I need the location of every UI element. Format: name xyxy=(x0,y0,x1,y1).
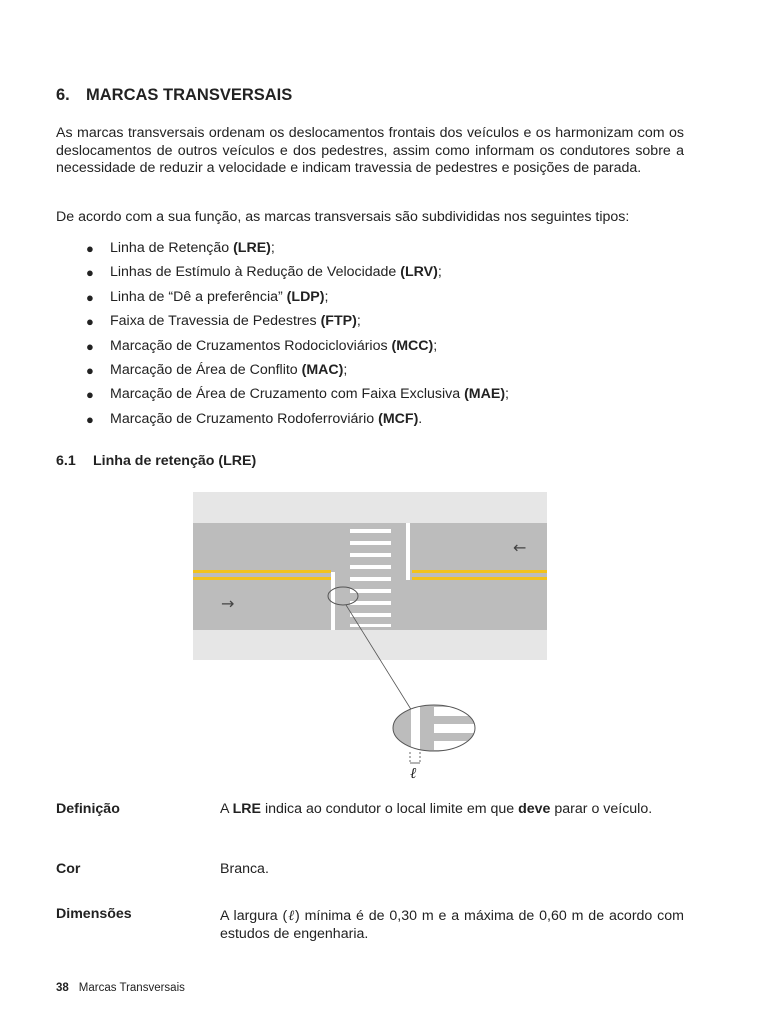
retention-line-left-lane xyxy=(406,523,410,580)
bullet-icon: ● xyxy=(86,387,94,403)
subsection-number: 6.1 xyxy=(56,453,76,469)
arrow-right-icon: → xyxy=(221,594,235,613)
cor-label: Cor xyxy=(56,861,81,877)
list-item: ● Marcação de Área de Conflito (MAC); xyxy=(86,361,348,378)
top-shoulder xyxy=(193,492,547,523)
zoom-detail xyxy=(390,700,480,764)
section-number: 6. xyxy=(56,86,70,104)
subdivision-paragraph: De acordo com a sua função, as marcas transversais são subdivididas nos seguintes tipos: xyxy=(56,209,630,225)
intro-paragraph: As marcas transversais ordenam os deslocamentos frontais dos veículos e os harmonizam com os deslocamentos de outros veículos e dos pedestres, assim como informam os condutores sobre a necessidade de reduzir a velocidade e indicam travessia de pedestres e posições de parada. xyxy=(56,125,684,176)
list-item: ● Linha de Retenção (LRE); xyxy=(86,240,275,256)
bullet-icon: ● xyxy=(86,338,94,354)
bottom-shoulder xyxy=(193,630,547,660)
subsection-title: Linha de retenção (LRE) xyxy=(93,453,257,469)
page-number: 38 xyxy=(56,982,69,994)
list-item: ● Linha de “Dê a preferência” (LDP); xyxy=(86,288,329,305)
bullet-icon: ● xyxy=(86,289,94,305)
retention-line-right-lane xyxy=(331,572,335,630)
list-item: ● Linhas de Estímulo à Redução de Velocidade (LRV); xyxy=(86,264,442,281)
section-title: MARCAS TRANSVERSAIS xyxy=(86,86,293,104)
definicao-text: A LRE indica ao condutor o local limite em que deve parar o veículo. xyxy=(220,801,653,817)
dimensoes-label: Dimensões xyxy=(56,906,132,922)
footer-section-name: Marcas Transversais xyxy=(78,982,185,994)
list-item: ● Marcação de Área de Cruzamento com Faixa Exclusiva (MAE); xyxy=(86,386,509,403)
page-footer xyxy=(56,982,185,994)
width-symbol-inline: ℓ xyxy=(287,908,296,924)
bullet-icon: ● xyxy=(86,411,94,427)
arrow-left-icon: ← xyxy=(513,538,527,557)
list-item: ● Marcação de Cruzamento Rodoferroviário (MCF). xyxy=(86,410,423,427)
dimensoes-text: A largura (ℓ) mínima é de 0,30 m e a máxima de 0,60 m de acordo com estudos de engenharia. xyxy=(220,908,684,942)
definicao-label: Definição xyxy=(56,801,120,817)
bullet-icon: ● xyxy=(86,362,94,378)
list-item: ● Marcação de Cruzamentos Rodocicloviários (MCC); xyxy=(86,337,438,354)
cor-value: Branca. xyxy=(220,861,269,877)
bullet-icon: ● xyxy=(86,241,94,256)
bullet-icon: ● xyxy=(86,265,94,281)
list-item: ● Faixa de Travessia de Pedestres (FTP); xyxy=(86,313,361,330)
width-symbol: ℓ xyxy=(410,764,417,782)
bullet-icon: ● xyxy=(86,314,94,330)
